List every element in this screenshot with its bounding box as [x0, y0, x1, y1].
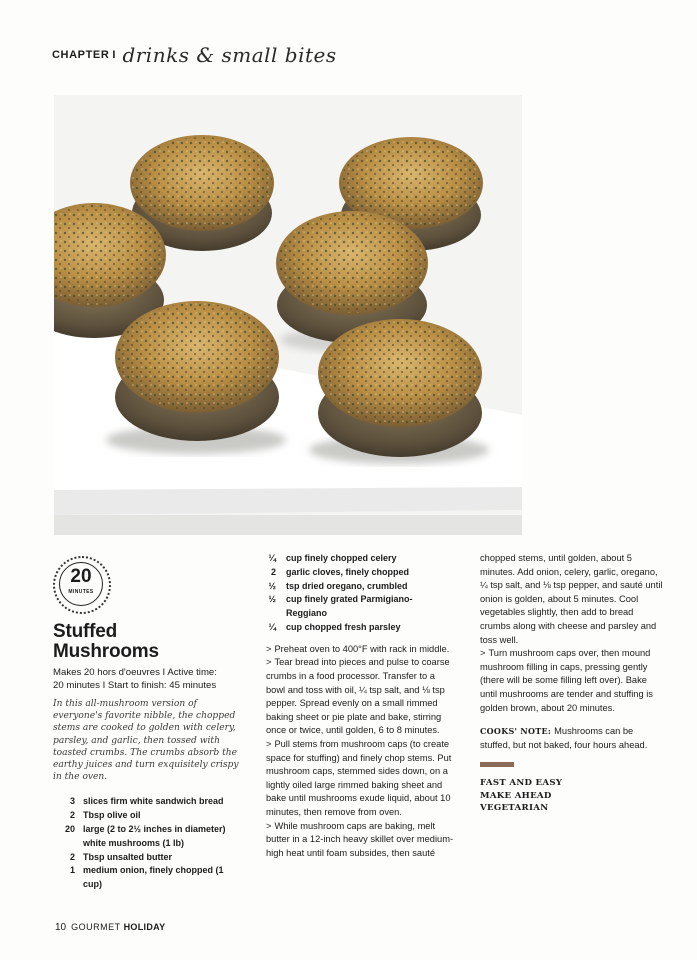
step-marker: >	[266, 820, 272, 831]
recipe-intro: In this all-mushroom version of everyone's favorite nibble, the chopped stems are cooked to golden with celery, parsley, and garlic, then tossed with toasted crumbs. The crumbs absorb the earthy juices and turn exquisitely crispy in the oven.	[53, 699, 239, 783]
ingredient-item: white mushrooms (1 lb)	[83, 837, 185, 848]
ingredient-qty: 2	[69, 810, 75, 821]
step-marker: >	[266, 643, 272, 654]
step-text: While mushroom caps are baking, melt butter in a 12-inch heavy skillet over medium-high heat until foam subsides, then sauté	[266, 820, 454, 858]
recipe-tag: FAST AND EASY	[480, 778, 563, 789]
yield-line-2: 20 minutes I Start to finish: 45 minutes	[53, 680, 217, 691]
method-step	[266, 656, 456, 738]
ingredient-qty: ½	[268, 580, 276, 591]
recipe-title-line-1: Stuffed	[53, 621, 118, 642]
ingredient-list-a	[53, 795, 243, 892]
mushrooms-illustration	[54, 95, 522, 535]
ingredient	[53, 837, 243, 851]
ingredient-item: cup chopped fresh parsley	[286, 621, 401, 632]
ingredient-item: garlic cloves, finely chopped	[286, 566, 410, 577]
badge-number: 20	[70, 566, 92, 588]
method-step-continuation: chopped stems, until golden, about 5 minutes. Add onion, celery, garlic, oregano, ¼ tsp salt, and ⅛ tsp pepper, and sauté until onion is golden, about 5 minutes. Cool vegetables slightly, then add to bread crumbs along with cheese and parsley and toss well.	[480, 553, 663, 645]
ingredient	[53, 823, 243, 837]
ingredient-item: medium onion, finely chopped (1 cup)	[83, 865, 224, 890]
chapter-separator: I	[112, 49, 116, 61]
ingredient-qty: ½	[268, 594, 276, 605]
ingredient-item: slices firm white sandwich bread	[83, 796, 224, 807]
stuffed-mushrooms-photo	[54, 95, 522, 535]
recipe-yield	[53, 666, 243, 692]
yield-line-1: Makes 20 hors d'oeuvres I Active time:	[53, 667, 217, 678]
step-marker: >	[266, 738, 272, 749]
step-text: Preheat oven to 400°F with rack in middle.	[274, 643, 450, 654]
chapter-title: drinks & small bites	[122, 43, 337, 67]
page-number: 10	[55, 922, 67, 933]
ingredient-item: cup finely grated Parmigiano-	[286, 594, 413, 605]
ingredient	[266, 593, 456, 607]
badge-unit: MINUTES	[68, 589, 94, 596]
ingredient-item: Reggiano	[286, 608, 328, 619]
ingredient	[53, 864, 243, 892]
step-text: Pull stems from mushroom caps (to create space for stuffing) and finely chop stems. Put mushroom caps, stemmed sides down, on a lightly oiled large rimmed baking sheet and bake until mushrooms exude liquid, about 10 minutes, then remove from oven.	[266, 738, 452, 817]
ingredient	[266, 580, 456, 594]
page-footer	[55, 922, 165, 933]
cooks-note	[480, 725, 665, 752]
ingredient	[266, 552, 456, 566]
recipe-tags	[480, 777, 665, 814]
ingredient-item: cup finely chopped celery	[286, 553, 397, 563]
recipe-title-line-2: Mushrooms	[53, 641, 159, 662]
ingredient-list-b	[266, 552, 456, 635]
recipe-column-2	[266, 552, 456, 860]
ingredient-qty: 2	[69, 851, 75, 862]
issue-name: HOLIDAY	[123, 922, 166, 932]
ingredient	[53, 795, 243, 809]
recipe-column-1	[53, 552, 243, 892]
ingredient-qty: 3	[69, 796, 75, 807]
method-step	[266, 643, 456, 657]
ingredient-qty	[53, 837, 75, 851]
step-text: Turn mushroom caps over, then mound mushroom filling in caps, pressing gently (there will be some filling left over). Bake until mushrooms are tender and stuffing is golden brown, about 20 minutes.	[480, 648, 653, 713]
method-steps-b	[480, 552, 665, 715]
step-text: Tear bread into pieces and pulse to coarse crumbs in a food processor. Transfer to a bowl and toss with oil, ¼ tsp salt, and ⅛ tsp pepper. Spread evenly on a small rimmed baking sheet or pie plate and bake, stirring once or twice, until golden, 6 to 8 minutes.	[266, 657, 450, 736]
ingredient	[53, 809, 243, 823]
ingredient-qty: 1	[69, 865, 75, 876]
accent-rule	[480, 762, 514, 767]
ingredient-item: tsp dried oregano, crumbled	[286, 580, 408, 591]
cooks-note-text: Mushrooms can be stuffed, but not baked, four hours ahead.	[480, 726, 648, 750]
recipe-column-3	[480, 552, 665, 815]
ingredient	[266, 607, 456, 621]
ingredient	[266, 566, 456, 580]
recipe-tag: VEGETARIAN	[480, 803, 549, 814]
method-steps-a	[266, 643, 456, 861]
ingredient-qty: 2	[270, 566, 276, 577]
method-step	[480, 647, 665, 715]
recipe-title	[53, 622, 243, 662]
ingredient-qty: 20	[64, 824, 75, 835]
recipe-tag: MAKE AHEAD	[480, 790, 552, 801]
chapter-header	[52, 40, 337, 70]
step-marker: >	[266, 657, 272, 668]
step-marker: >	[480, 648, 486, 659]
time-badge	[53, 556, 111, 614]
chapter-label: CHAPTER	[52, 49, 110, 61]
ingredient-item: Tbsp olive oil	[83, 810, 141, 821]
cooks-note-label: COOKS' NOTE:	[480, 726, 552, 737]
method-step	[266, 738, 456, 820]
method-step	[266, 820, 456, 861]
ingredient	[53, 851, 243, 865]
ingredient-item: large (2 to 2½ inches in diameter)	[83, 824, 226, 835]
ingredient-qty	[266, 607, 276, 621]
magazine-name: GOURMET	[71, 922, 121, 932]
ingredient-qty: ¼	[268, 621, 276, 632]
ingredient-item: Tbsp unsalted butter	[83, 851, 173, 862]
ingredient-qty: ¼	[268, 553, 276, 563]
ingredient	[266, 621, 456, 635]
